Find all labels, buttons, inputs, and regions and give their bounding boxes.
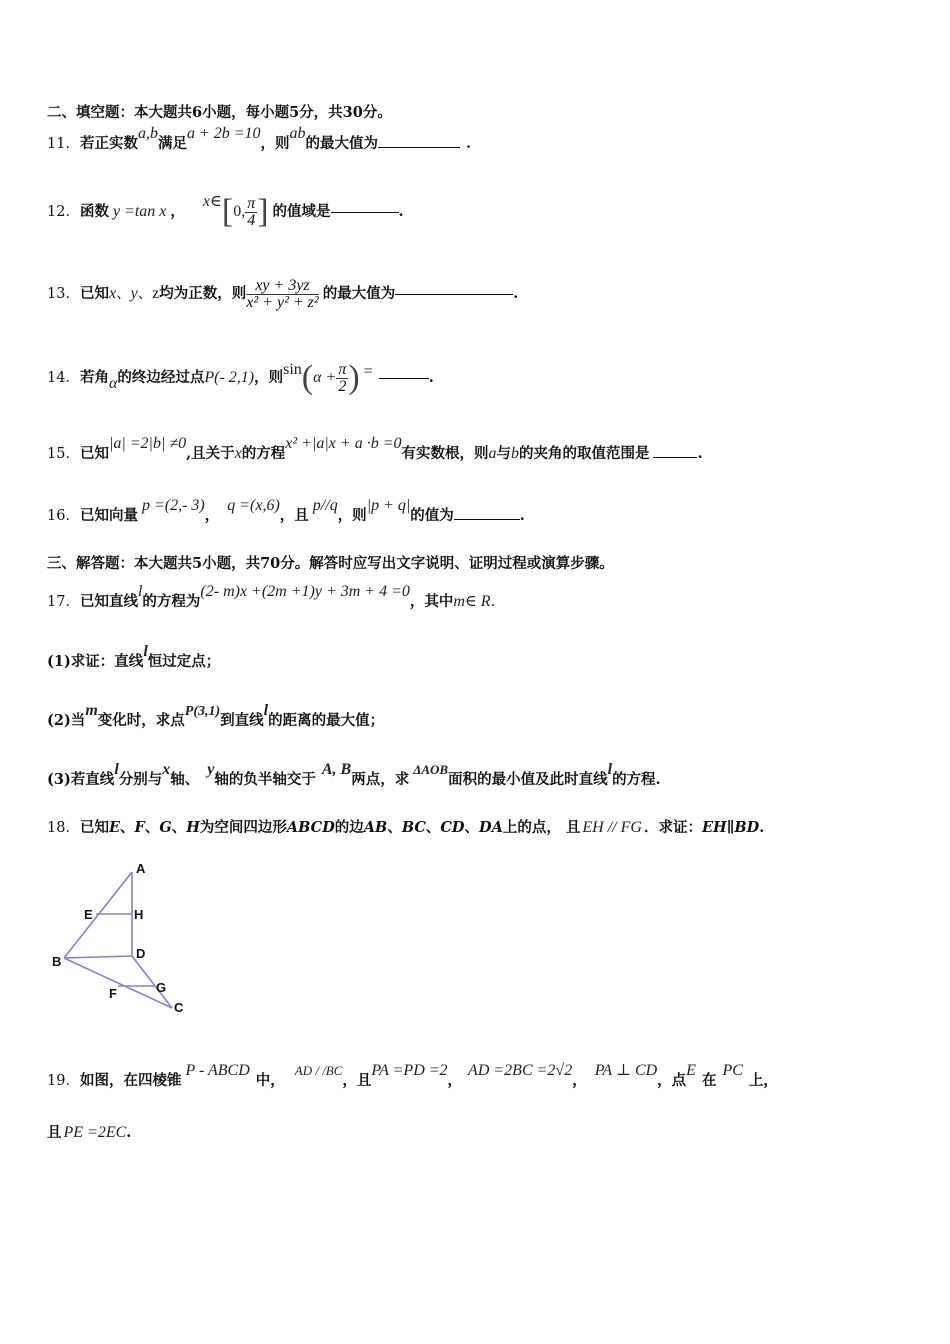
q14-sin: sin: [283, 361, 302, 378]
q11-math-eq: a + 2b =10: [186, 125, 261, 142]
q13-var-z: z: [152, 285, 160, 302]
q12-end: .: [398, 202, 404, 220]
q18-claim: EH∥BD: [701, 819, 760, 836]
q14-text: 的终边经过点: [117, 368, 205, 386]
q15-text: ,且关于: [186, 445, 235, 462]
q17-line-l: l: [137, 583, 143, 600]
q17-3-points: A, B: [321, 761, 352, 778]
q17-3-text: 分别与: [118, 771, 163, 788]
separator: 、: [464, 819, 480, 836]
q13-var-x: x: [108, 285, 117, 302]
q12-fraction: [245, 196, 257, 229]
q15-var-b: b: [510, 445, 519, 462]
q17-3-text: 面积的最小值及此时直线: [448, 771, 608, 788]
q16-end: .: [519, 507, 525, 524]
q18-text: 上的点， 且: [502, 819, 581, 836]
answer-blank: [331, 211, 399, 213]
edge-BD: [64, 956, 132, 958]
q18-number: 18．: [47, 820, 80, 836]
q12-math-x-in: x∈: [202, 193, 222, 210]
q12-math-func: y =tan x: [112, 203, 167, 220]
q14-alpha-plus: α +: [313, 369, 337, 386]
q19-pa-pd: PA =PD =2: [371, 1062, 448, 1079]
q15-number: 15．: [47, 446, 80, 462]
section-3-heading: 三、解答题：本大题共5小题，共70分。解答时应写出文字说明、证明过程或演算步骤。: [47, 555, 614, 572]
q12-text: 的值域是: [272, 202, 331, 220]
q18-edge: CD: [440, 819, 465, 836]
q17-m-in-R: m∈ R: [453, 593, 491, 610]
q14-text: ，则: [254, 368, 284, 386]
q17-2-line-l: l: [263, 702, 269, 719]
q17-2-text: 到直线: [220, 712, 264, 729]
q16-vector-p: p =(2,- 3): [141, 497, 205, 514]
q17-3-var-y: y: [207, 761, 215, 778]
q17-1-text: (1)求证：直线: [47, 653, 144, 670]
q17-2-point: P(3,1): [184, 704, 221, 719]
q17-2-text: 变化时，求点: [97, 712, 185, 729]
answer-blank: [378, 146, 460, 148]
q14-text: 若角: [79, 368, 109, 386]
answer-blank: [395, 293, 513, 295]
q17-2-text: 的距离的最大值；: [268, 712, 385, 729]
q11-text: 的最大值为: [305, 135, 379, 152]
q15-math-equation: x² +|a|x + a ·b =0: [285, 435, 402, 452]
q13-text: 的最大值为: [322, 284, 396, 302]
label-H: H: [134, 907, 144, 922]
q11-end: .: [466, 135, 472, 152]
q14-point: P(- 2,1): [204, 369, 255, 386]
q17-3-text: (3)若直线: [47, 771, 115, 788]
question-16: [47, 497, 525, 524]
q15-text: 已知: [79, 445, 109, 462]
q18-end: .: [759, 819, 765, 836]
q18-text: 为空间四边形: [199, 819, 287, 836]
q17-1-text: 恒过定点；: [147, 653, 221, 670]
q18-edge: DA: [479, 819, 503, 836]
q15-var-a: a: [488, 445, 497, 462]
label-C: C: [174, 1000, 184, 1015]
q16-magnitude: |p + q|: [366, 497, 411, 514]
q17-3-text: 轴、: [170, 771, 200, 788]
separator: 、: [425, 819, 441, 836]
q19-text: 在: [701, 1072, 717, 1089]
q18-text: ．求证：: [643, 819, 702, 836]
label-G: G: [156, 980, 167, 995]
q18-edge: AB: [363, 819, 388, 836]
q18-pt: H: [186, 819, 200, 836]
q17-3-line-l: l: [114, 761, 119, 778]
q17-equation: (2- m)x +(2m +1)y + 3m + 4 =0: [200, 583, 410, 600]
q12-text: 函数: [79, 202, 109, 220]
question-17-part-3: [47, 761, 661, 788]
label-A: A: [136, 861, 146, 876]
q13-fraction: [246, 278, 318, 311]
question-11: [47, 125, 472, 152]
q19-text: ，: [572, 1072, 587, 1089]
q11-math-ab: a,b: [137, 125, 158, 142]
label-B: B: [52, 954, 62, 969]
q17-text: ，其中: [409, 593, 454, 610]
q14-number: 14．: [47, 369, 80, 386]
separator: 、: [116, 285, 131, 302]
left-bracket: [: [221, 193, 234, 230]
question-15: [47, 435, 703, 462]
question-13: [47, 270, 518, 318]
q19-text: 如图，在四棱锥: [79, 1072, 182, 1089]
pi-symbol: π: [338, 360, 347, 378]
q19-point-E: E: [686, 1062, 696, 1079]
q14-end: .: [428, 368, 434, 386]
q16-text: ，且: [279, 507, 309, 524]
q11-math-product: ab: [289, 125, 306, 142]
q13-text: 均为正数，则: [159, 284, 247, 302]
q19-segment-PC: PC: [722, 1062, 743, 1079]
q17-number: 17．: [47, 594, 80, 610]
q17-3-text: 两点，求: [351, 771, 410, 788]
q16-text: ，则: [337, 507, 367, 524]
q11-number: 11．: [47, 136, 80, 152]
q16-text: 的值为: [410, 507, 454, 524]
q17-text: 已知直线: [79, 593, 138, 610]
question-17-part-1: [47, 643, 221, 670]
q15-text: 有实数根，则: [401, 445, 489, 462]
question-17: [47, 583, 496, 610]
q13-text: 已知: [79, 284, 109, 302]
answer-blank: [653, 456, 697, 458]
q15-text: 与: [496, 445, 511, 462]
separator: 、: [137, 285, 153, 302]
q13-var-y: y: [130, 285, 138, 302]
q17-text: 的方程为: [142, 593, 201, 610]
label-D: D: [136, 946, 146, 961]
q19-pe-ec: PE =2EC: [63, 1124, 127, 1141]
q15-text: 的方程: [241, 445, 286, 462]
right-paren: ): [348, 359, 360, 396]
q14-alpha: α: [108, 375, 118, 392]
q18-parallel: EH // FG: [582, 819, 642, 836]
q17-end: .: [490, 594, 496, 610]
question-14: [47, 355, 434, 401]
label-F: F: [109, 986, 117, 1001]
q16-text: ，: [204, 507, 220, 524]
question-19-cont: [47, 1125, 131, 1141]
q17-3-line-l: l: [607, 761, 613, 778]
q13-end: .: [513, 284, 519, 302]
left-paren: (: [301, 359, 314, 396]
edge-AB: [64, 872, 132, 958]
q19-ad-bc: AD =2BC =2√2: [468, 1062, 573, 1079]
q16-parallel: p//q: [312, 497, 338, 514]
q19-parallel: AD / /BC: [294, 1063, 343, 1078]
q19-text: 中，: [255, 1072, 285, 1089]
q19-number: 19．: [47, 1073, 80, 1089]
answer-blank: [454, 518, 520, 520]
q18-edge: BC: [401, 819, 426, 836]
quadrilateral-figure: [52, 858, 202, 1018]
q19-pyramid: P - ABCD: [185, 1062, 250, 1079]
q18-pt: F: [134, 819, 145, 836]
q18-quad: ABCD: [286, 819, 335, 836]
q18-pt: G: [159, 819, 172, 836]
q13-number: 13．: [47, 285, 80, 302]
equals-sign: =: [363, 363, 373, 380]
q17-1-line-l: l: [143, 643, 148, 660]
separator: 、: [120, 819, 135, 836]
q17-3-var-x: x: [162, 761, 171, 778]
pi-symbol: π: [247, 194, 256, 212]
question-17-part-2: [47, 702, 385, 729]
q15-text: 的夹角的取值范围是: [518, 445, 650, 462]
q18-text: 已知: [79, 819, 109, 836]
q17-3-text: 轴的负半轴交于: [214, 771, 316, 788]
q19-text: ，: [447, 1072, 463, 1089]
denominator: x² + y² + z²: [246, 293, 319, 311]
q19-text: 且: [47, 1124, 62, 1141]
q12-math-interval: 0,: [233, 203, 246, 220]
q14-fraction: [336, 362, 348, 395]
answer-blank: [379, 377, 429, 379]
q19-text: ，点: [657, 1072, 687, 1089]
q15-math-cond: |a| =2|b| ≠0: [108, 435, 187, 452]
q12-text: ，: [170, 202, 185, 220]
q16-vector-q: q =(x,6): [227, 497, 280, 514]
label-E: E: [84, 907, 93, 922]
q19-text: 上，: [748, 1072, 778, 1089]
q15-end: .: [697, 445, 703, 462]
q17-2-text: (2)当: [47, 712, 86, 729]
q17-3-triangle: ΔAOB: [413, 762, 449, 777]
separator: 、: [387, 819, 402, 836]
q11-text: 满足: [157, 135, 187, 152]
question-12: [47, 190, 404, 234]
question-18: [47, 820, 764, 836]
q17-2-var-m: m: [85, 702, 98, 719]
q16-number: 16．: [47, 508, 80, 524]
q17-3-text: 的方程.: [612, 771, 661, 788]
q11-text: 若正实数: [79, 135, 138, 152]
separator: 、: [171, 819, 187, 836]
q12-number: 12．: [47, 203, 80, 220]
q18-text: 的边: [334, 819, 364, 836]
question-19: [47, 1062, 778, 1089]
q19-text: ，且: [342, 1072, 372, 1089]
q15-var-x: x: [234, 445, 242, 462]
q19-end: .: [126, 1124, 132, 1141]
denominator: 2: [338, 377, 347, 395]
denominator: 4: [247, 211, 256, 229]
q11-text: ，则: [260, 135, 290, 152]
q18-pt: E: [108, 819, 121, 836]
right-bracket: ]: [257, 193, 269, 230]
q16-text: 已知向量: [79, 507, 138, 524]
numerator: xy + 3yz: [246, 278, 318, 295]
separator: 、: [144, 819, 160, 836]
q19-perp: PA ⊥ CD: [594, 1062, 658, 1079]
section-2-heading: 二、填空题：本大题共6小题，每小题5分，共30分。: [47, 104, 392, 121]
